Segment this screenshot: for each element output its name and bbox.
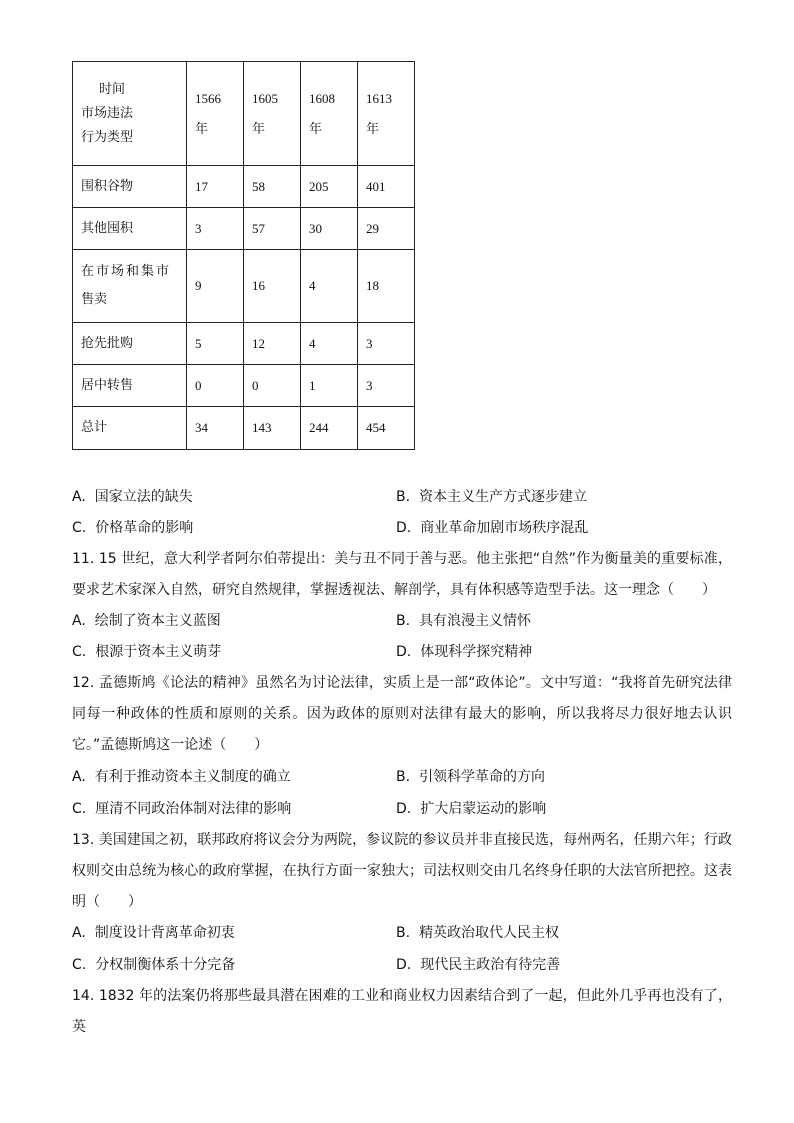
row-label: 居中转售 bbox=[73, 365, 187, 407]
cell-value: 0 bbox=[244, 365, 301, 407]
table-row bbox=[73, 365, 415, 407]
row-label: 总计 bbox=[73, 407, 187, 450]
table-header-row bbox=[73, 62, 415, 166]
q10-options-row-1 bbox=[72, 482, 732, 513]
header-time: 时间 bbox=[99, 81, 126, 97]
cell-value: 12 bbox=[244, 323, 301, 365]
q14-stem: 14. 1832 年的法案仍将那些最具潜在困难的工业和商业权力因素结合到了一起，但此外几乎再也没有了，英 bbox=[72, 988, 732, 1035]
cell-value: 401 bbox=[358, 166, 415, 208]
q11-option-a[interactable]: A. 绘制了资本主义蓝图 bbox=[72, 613, 221, 629]
cell-value: 17 bbox=[187, 166, 244, 208]
table-row bbox=[73, 407, 415, 450]
year-1613: 1613 年 bbox=[358, 62, 415, 166]
q11-options-row-1 bbox=[72, 606, 732, 637]
cell-value: 18 bbox=[358, 250, 415, 323]
cell-value: 143 bbox=[244, 407, 301, 450]
cell-value: 29 bbox=[358, 208, 415, 250]
table-row bbox=[73, 323, 415, 365]
q13-option-b[interactable]: B. 精英政治取代人民主权 bbox=[396, 925, 560, 941]
year-1566: 1566 年 bbox=[187, 62, 244, 166]
table-row bbox=[73, 166, 415, 208]
q12-options-row-1 bbox=[72, 762, 732, 793]
q10-option-d[interactable]: D. 商业革命加剧市场秩序混乱 bbox=[396, 520, 589, 536]
q12-option-c[interactable]: C. 厘清不同政治体制对法律的影响 bbox=[72, 801, 292, 817]
cell-value: 57 bbox=[244, 208, 301, 250]
q12-option-a[interactable]: A. 有利于推动资本主义制度的确立 bbox=[72, 769, 291, 785]
year-1605: 1605 年 bbox=[244, 62, 301, 166]
row-label: 其他囤积 bbox=[73, 208, 187, 250]
cell-value: 3 bbox=[187, 208, 244, 250]
header-type: 行为类型 bbox=[81, 129, 134, 145]
cell-value: 16 bbox=[244, 250, 301, 323]
table-row bbox=[73, 250, 415, 323]
cell-value: 4 bbox=[301, 323, 358, 365]
q12-stem: 12. 孟德斯鸠《论法的精神》虽然名为讨论法律，实质上是一部“政体论”。文中写道：“我将首先研究法律同每一种政体的性质和原则的关系。因为政体的原则对法律有最大的影响，所以我将尽力很好地去认识它。”孟德斯鸠这一论述（ ） bbox=[72, 675, 732, 753]
table-row bbox=[73, 208, 415, 250]
cell-value: 34 bbox=[187, 407, 244, 450]
cell-value: 5 bbox=[187, 323, 244, 365]
q12-options-row-2 bbox=[72, 794, 732, 825]
q10-option-c[interactable]: C. 价格革命的影响 bbox=[72, 520, 194, 536]
cell-value: 30 bbox=[301, 208, 358, 250]
cell-value: 205 bbox=[301, 166, 358, 208]
q10-option-a[interactable]: A. 国家立法的缺失 bbox=[72, 489, 193, 505]
row-label: 围积谷物 bbox=[73, 166, 187, 208]
q13-option-d[interactable]: D. 现代民主政治有待完善 bbox=[396, 957, 561, 973]
q13-options-row-1 bbox=[72, 918, 732, 949]
q11-option-c[interactable]: C. 根源于资本主义萌芽 bbox=[72, 644, 222, 660]
cell-value: 3 bbox=[358, 323, 415, 365]
cell-value: 9 bbox=[187, 250, 244, 323]
q10-option-b[interactable]: B. 资本主义生产方式逐步建立 bbox=[396, 489, 588, 505]
cell-value: 4 bbox=[301, 250, 358, 323]
q11-option-d[interactable]: D. 体现科学探究精神 bbox=[396, 644, 533, 660]
q13-options-row-2 bbox=[72, 950, 732, 981]
q10-options-row-2 bbox=[72, 513, 732, 544]
year-1608: 1608 年 bbox=[301, 62, 358, 166]
cell-value: 58 bbox=[244, 166, 301, 208]
q13-option-a[interactable]: A. 制度设计背离革命初衷 bbox=[72, 925, 235, 941]
q12-option-b[interactable]: B. 引领科学革命的方向 bbox=[396, 769, 546, 785]
table-corner-header bbox=[73, 62, 187, 166]
cell-value: 0 bbox=[187, 365, 244, 407]
row-label: 抢先批购 bbox=[73, 323, 187, 365]
q11-option-b[interactable]: B. 具有浪漫主义情怀 bbox=[396, 613, 532, 629]
cell-value: 454 bbox=[358, 407, 415, 450]
cell-value: 244 bbox=[301, 407, 358, 450]
q13-option-c[interactable]: C. 分权制衡体系十分完备 bbox=[72, 957, 236, 973]
cell-value: 1 bbox=[301, 365, 358, 407]
q13-stem: 13. 美国建国之初，联邦政府将议会分为两院，参议院的参议员并非直接民选，每州两名，任期六年；行政权则交由总统为核心的政府掌握，在执行方面一家独大；司法权则交由几名终身任职的大法官所把控。这表明（ ） bbox=[72, 832, 732, 910]
header-market: 市场违法 bbox=[81, 105, 134, 121]
q12-option-d[interactable]: D. 扩大启蒙运动的影响 bbox=[396, 801, 547, 817]
market-violation-table bbox=[72, 61, 415, 450]
cell-value: 3 bbox=[358, 365, 415, 407]
q11-stem: 11. 15 世纪，意大利学者阿尔伯蒂提出：美与丑不同于善与恶。他主张把“自然”作为衡量美的重要标准，要求艺术家深入自然，研究自然规律，掌握透视法、解剖学，具有体积感等造型手法。这一理念（ ） bbox=[72, 551, 732, 598]
q11-options-row-2 bbox=[72, 637, 732, 668]
row-label: 在市场和集市 售卖 bbox=[73, 250, 187, 323]
